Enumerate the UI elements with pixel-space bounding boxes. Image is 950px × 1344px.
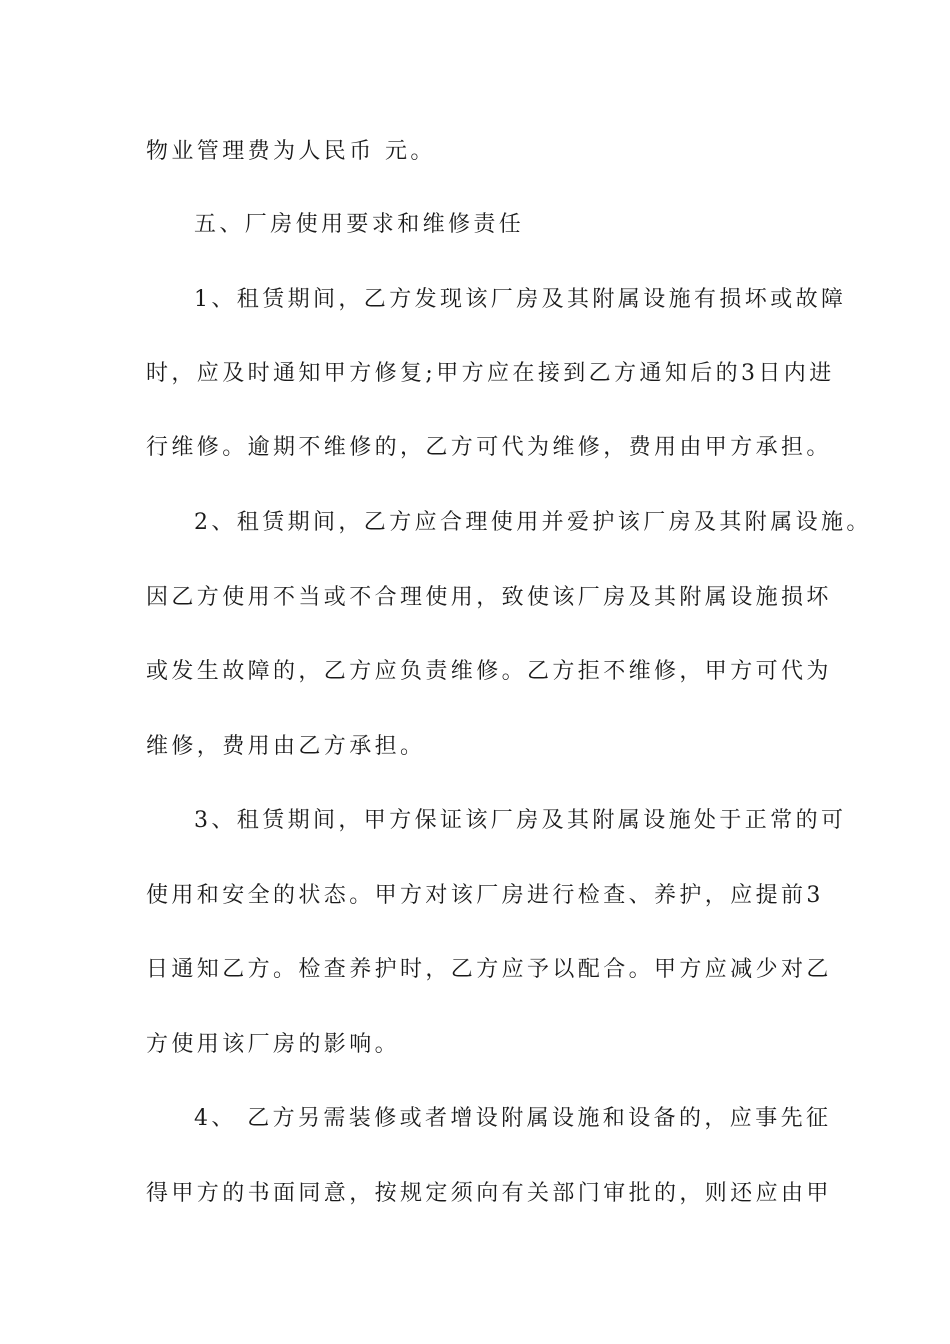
text-line: 物业管理费为人民币 元。 <box>146 139 436 164</box>
text-line: 日通知乙方。检查养护时，乙方应予以配合。甲方应减少对乙 <box>146 957 832 982</box>
text-line: 2、租赁期间，乙方应合理使用并爱护该厂房及其附属设施。 <box>194 510 872 535</box>
text-line: 或发生故障的，乙方应负责维修。乙方拒不维修，甲方可代为 <box>146 659 832 684</box>
text-line: 得甲方的书面同意，按规定须向有关部门审批的，则还应由甲 <box>146 1181 832 1206</box>
text-line: 因乙方使用不当或不合理使用，致使该厂房及其附属设施损坏 <box>146 585 832 610</box>
text-line: 行维修。逾期不维修的，乙方可代为维修，费用由甲方承担。 <box>146 435 832 460</box>
text-line: 使用和安全的状态。甲方对该厂房进行检查、养护，应提前3 <box>146 883 824 908</box>
text-line: 时，应及时通知甲方修复;甲方应在接到乙方通知后的3日内进 <box>146 361 835 386</box>
text-line: 4、 乙方另需装修或者增设附属设施和设备的，应事先征 <box>194 1106 832 1131</box>
section-heading: 五、厂房使用要求和维修责任 <box>194 212 525 237</box>
text-line: 方使用该厂房的影响。 <box>146 1032 401 1057</box>
text-line: 维修，费用由乙方承担。 <box>146 734 426 759</box>
text-line: 1、租赁期间，乙方发现该厂房及其附属设施有损坏或故障 <box>194 287 847 312</box>
text-line: 3、租赁期间，甲方保证该厂房及其附属设施处于正常的可 <box>194 808 847 833</box>
